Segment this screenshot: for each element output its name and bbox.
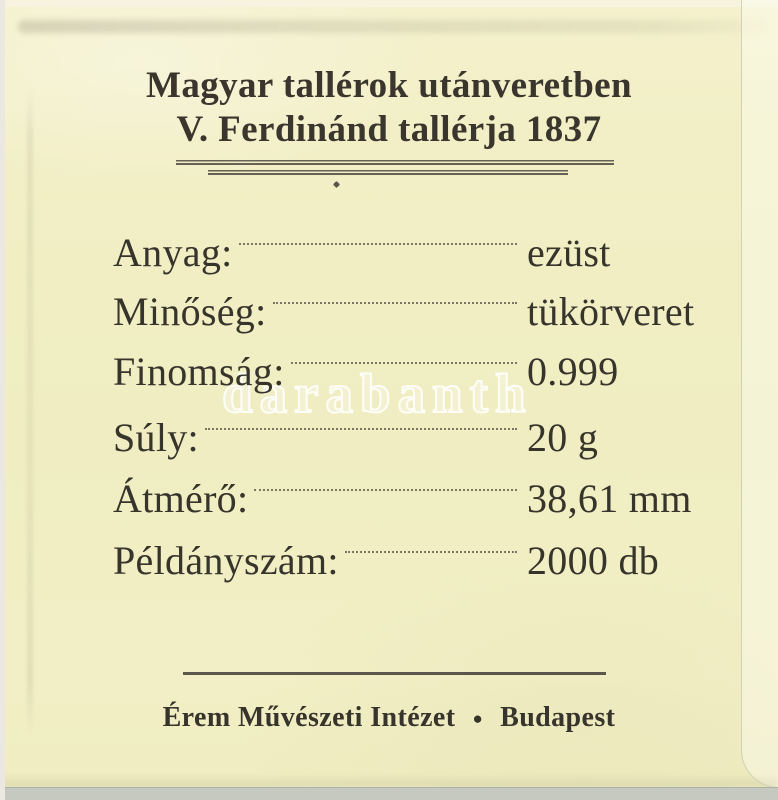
scan-edge-top bbox=[0, 0, 778, 7]
spec-value: 0.999 bbox=[527, 349, 619, 394]
spec-label: Finomság: bbox=[113, 349, 285, 394]
dotted-leader bbox=[239, 243, 517, 245]
spec-label: Minőség: bbox=[113, 289, 267, 334]
title-line-2: V. Ferdinánd tallérja 1837 bbox=[176, 109, 602, 150]
spec-row-minoseg bbox=[113, 284, 768, 340]
watermark: darabanth bbox=[222, 363, 533, 424]
spec-value: 2000 db bbox=[527, 538, 660, 583]
certificate-title bbox=[0, 64, 778, 152]
spec-row-anyag bbox=[113, 225, 768, 281]
title-rule-bottom bbox=[208, 170, 568, 175]
spec-value: 20 g bbox=[527, 415, 599, 460]
spec-label: Anyag: bbox=[113, 230, 233, 275]
spec-row-finomsag bbox=[113, 344, 768, 400]
dotted-leader bbox=[205, 428, 517, 430]
spec-value: 38,61 mm bbox=[527, 476, 692, 521]
scan-shadow-bottom bbox=[0, 774, 778, 787]
dotted-leader bbox=[254, 489, 517, 491]
scan-edge-bottom bbox=[0, 787, 778, 800]
footer-city: Budapest bbox=[500, 702, 616, 733]
spec-row-peldanyszam bbox=[113, 533, 768, 589]
spec-label: Átmérő: bbox=[113, 476, 249, 521]
footer-institute: Érem Művészeti Intézet bbox=[162, 702, 456, 733]
spec-row-atmero bbox=[113, 471, 768, 527]
scan-fold-shadow bbox=[18, 20, 766, 33]
dotted-leader bbox=[345, 551, 517, 553]
spec-row-suly bbox=[113, 410, 768, 466]
spec-value: ezüst bbox=[527, 230, 611, 275]
spec-label: Súly: bbox=[113, 415, 199, 460]
title-rule-top bbox=[176, 160, 614, 165]
footer-rule bbox=[183, 672, 606, 675]
title-dot bbox=[333, 181, 340, 188]
dotted-leader bbox=[291, 362, 517, 364]
paper-crease bbox=[28, 86, 32, 734]
footer bbox=[0, 702, 778, 734]
dotted-leader bbox=[273, 302, 517, 304]
title-line-1: Magyar tallérok utánveretben bbox=[146, 65, 632, 106]
spec-value: tükörveret bbox=[527, 289, 695, 334]
spec-label: Példányszám: bbox=[113, 538, 339, 583]
bullet-separator-icon: ● bbox=[472, 709, 484, 728]
